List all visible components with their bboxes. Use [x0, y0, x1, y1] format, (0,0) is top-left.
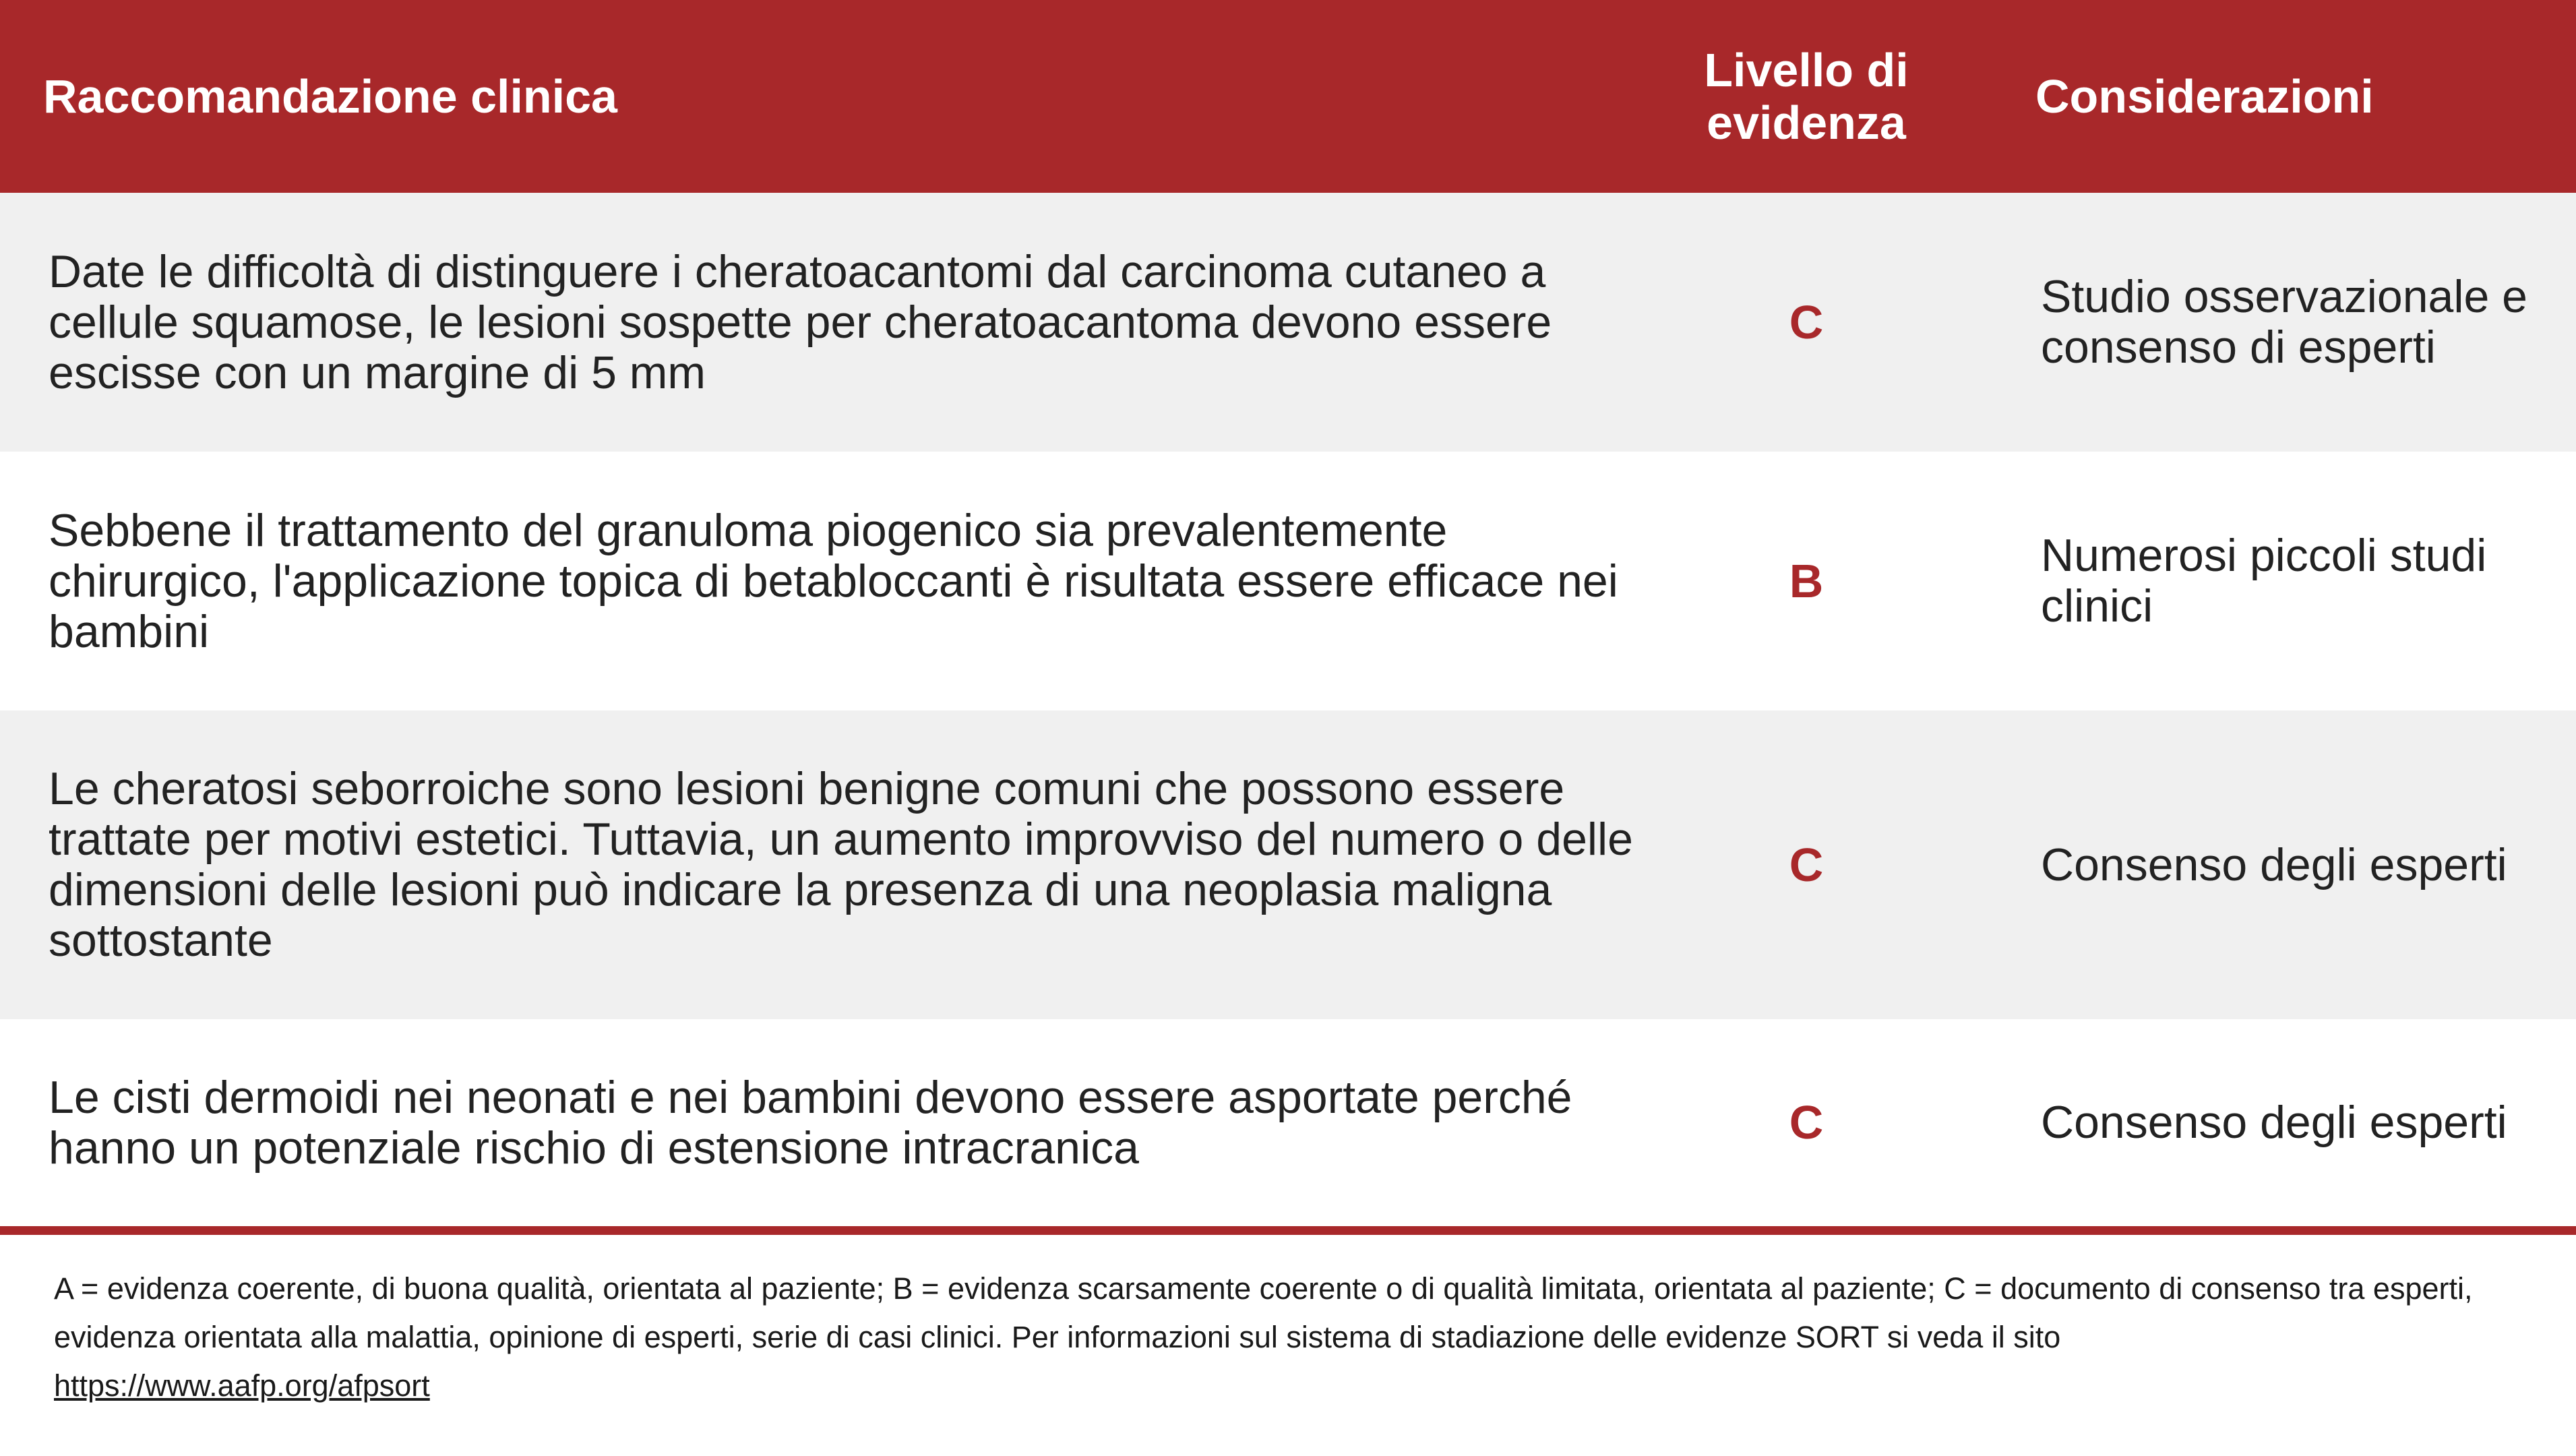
evidence-level-cell: B: [1789, 554, 1824, 607]
considerations-cell: Studio osservazionale e consenso di esperti: [2041, 271, 2528, 373]
header-evidence-level: Livello di evidenza: [1704, 43, 1909, 149]
table-row: [0, 452, 2576, 710]
footnote: [54, 1265, 2534, 1410]
evidence-level-cell: C: [1789, 295, 1824, 348]
table-row: [0, 193, 2576, 452]
footnote-text: A = evidenza coerente, di buona qualità, orientata al paziente; B = evidenza scarsamente coerente o di qualità limitata, orientata al paziente; C = documento di consenso tra esperti, evidenza orientata alla malattia, opinione di esperti, serie di casi clinici. Per informazioni sul sistema di stadiazione delle evidenze SORT si veda il sito: [54, 1271, 2473, 1354]
table-row: [0, 710, 2576, 1019]
recommendation-cell: Le cheratosi seborroiche sono lesioni benigne comuni che possono essere trattate per motivi estetici. Tuttavia, un aumento improvviso del numero o delle dimensioni delle lesioni può indicare la presenza di una neoplasia maligna sottostante: [49, 763, 1633, 966]
recommendation-cell: Date le difficoltà di distinguere i cheratoacantomi dal carcinoma cutaneo a cellule squamose, le lesioni sospette per cheratoacantoma devono essere escisse con un margine di 5 mm: [49, 245, 1552, 398]
evidence-level-cell: C: [1789, 838, 1824, 891]
table-header: [0, 0, 2576, 193]
header-recommendation: Raccomandazione clinica: [43, 69, 617, 123]
table-bottom-divider: [0, 1226, 2576, 1235]
table-row: [0, 1019, 2576, 1226]
recommendation-cell: Le cisti dermoidi nei neonati e nei bambini devono essere asportate perché hanno un potenziale rischio di estensione intracranica: [49, 1071, 1572, 1174]
recommendation-cell: Sebbene il trattamento del granuloma piogenico sia prevalentemente chirurgico, l'applicazione topica di betabloccanti è risultata essere efficace nei bambini: [49, 504, 1618, 657]
considerations-cell: Consenso degli esperti: [2041, 1097, 2507, 1148]
considerations-cell: Consenso degli esperti: [2041, 839, 2507, 890]
afpsort-link[interactable]: https://www.aafp.org/afpsort: [54, 1368, 430, 1403]
evidence-level-cell: C: [1789, 1096, 1824, 1149]
header-considerations: Considerazioni: [2035, 69, 2374, 123]
considerations-cell: Numerosi piccoli studi clinici: [2041, 530, 2487, 632]
